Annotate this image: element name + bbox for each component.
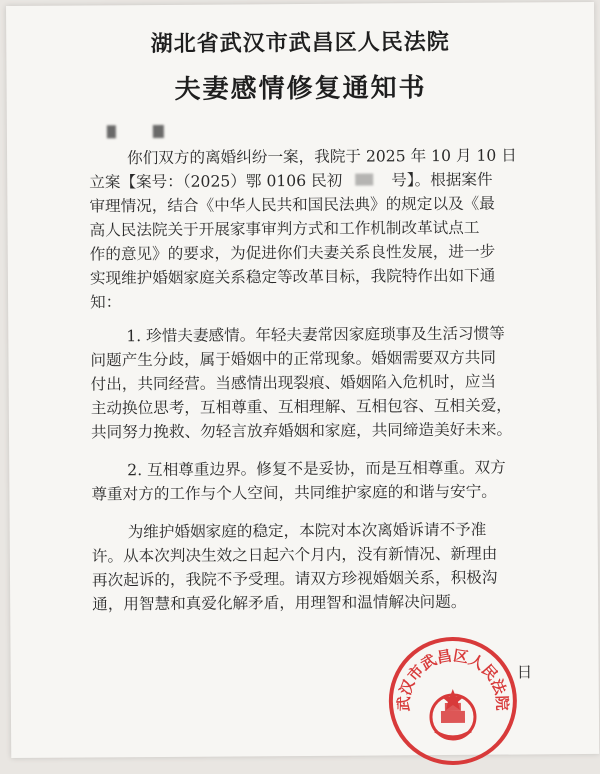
body-line: 付出，共同经营。当感情出现裂痕、婚姻陷入危机时，应当 (90, 372, 497, 394)
body-line: 为维护婚姻家庭的稳定，本院对本次离婚诉请不予准 (127, 520, 487, 542)
body-line: 知： (90, 293, 122, 312)
redacted-name-1 (107, 125, 116, 138)
court-name: 湖北省武汉市武昌区人民法院 (150, 29, 450, 58)
body-line: 问题产生分歧，属于婚姻中的正常现象。婚姻需要双方共同 (90, 348, 496, 370)
body-line: 尊重对方的工作与个人空间，共同维护家庭的和谐与安宁。 (91, 482, 497, 504)
body-line: 高人民法院关于开展家事审判方式和工作机制改革试点工 (89, 218, 480, 240)
body-line: 许。从本次判决生效之日起六个月内，没有新情况、新理由 (91, 544, 498, 566)
body-line: 号】。根据案件 (391, 170, 493, 190)
body-line: 2. 互相尊重边界。修复不是妥协，而是互相尊重。双方 (127, 458, 506, 480)
body-line: 实现维护婚姻家庭关系稳定等改革目标，我院特作出如下通 (89, 266, 496, 288)
redacted-case-number (355, 173, 373, 185)
body-line: 1. 珍惜夫妻感情。年轻夫妻常因家庭琐事及生活习惯等 (126, 324, 505, 346)
body-line: 立案【案号：（2025）鄂 0106 民初 (89, 171, 343, 192)
body-line: 作的意见》的要求，为促进你们夫妻关系良性发展，进一步 (89, 242, 496, 264)
body-line: 审理情况，结合《中华人民共和国民法典》的规定以及《最 (89, 194, 495, 216)
body-line: 你们双方的离婚纠纷一案，我院于 2025 年 10 月 10 日 (127, 146, 517, 168)
body-line: 通，用智慧和真爱化解矛盾，用理智和温情解决问题。 (92, 592, 467, 614)
body-line: 再次起诉的，我院不予受理。请双方珍视婚姻关系，积极沟 (91, 568, 498, 590)
seal-text: 武汉市武昌区人民法院 (394, 646, 512, 712)
national-emblem-icon (431, 689, 475, 739)
notice-paper (6, 2, 599, 758)
document-title: 夫妻感情修复通知书 (174, 73, 427, 105)
redacted-name-2 (153, 125, 164, 138)
body-line: 主动换位思考，互相尊重、互相理解、互相包容、互相关爱， (90, 396, 512, 418)
date-fragment: 日 (516, 663, 533, 682)
court-seal (382, 630, 523, 771)
body-line: 共同努力挽救、勿轻言放弃婚姻和家庭，共同缔造美好未来。 (90, 420, 513, 442)
